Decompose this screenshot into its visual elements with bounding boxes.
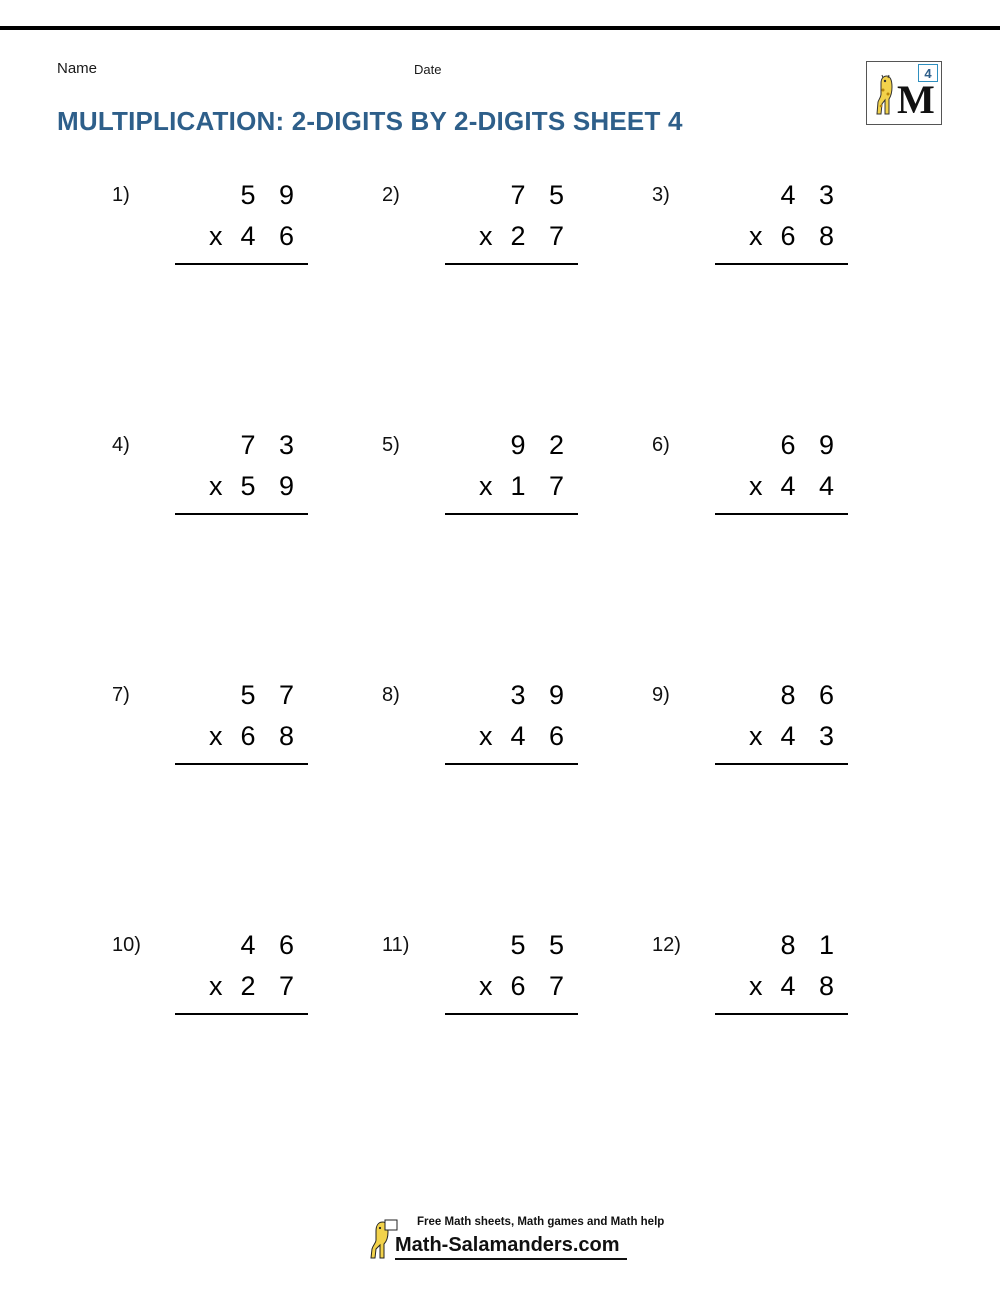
problem-number: 11) <box>382 934 410 956</box>
answer-rule <box>175 263 308 265</box>
operator-sign: x <box>208 471 231 501</box>
problem-number: 9) <box>652 684 670 706</box>
multiplier: 4 6 <box>240 221 302 251</box>
multiplier-line <box>164 969 308 1003</box>
problem-number: 4) <box>112 434 130 456</box>
multiplier-line <box>704 469 848 503</box>
footer-site: Math-Salamanders.com <box>395 1234 620 1256</box>
multiplier-line <box>434 469 578 503</box>
problem-2 <box>382 178 682 428</box>
problem-number: 8) <box>382 684 400 706</box>
answer-rule <box>715 513 848 515</box>
name-label: Name <box>57 60 98 77</box>
answer-rule <box>445 1013 578 1015</box>
logo-letter-m: M <box>897 77 935 122</box>
operator-sign: x <box>478 721 501 751</box>
multiplier-line <box>164 219 308 253</box>
answer-rule <box>175 763 308 765</box>
operator-sign: x <box>208 221 231 251</box>
problem-10 <box>112 928 412 1178</box>
problem-11 <box>382 928 682 1178</box>
multiplier: 1 7 <box>510 471 572 501</box>
answer-rule <box>175 513 308 515</box>
operator-sign: x <box>748 971 771 1001</box>
multiplicand: 4 3 <box>780 180 842 210</box>
multiplicand: 8 6 <box>780 680 842 710</box>
multiplicand: 6 9 <box>780 430 842 460</box>
multiplier: 2 7 <box>510 221 572 251</box>
multiplicand: 5 5 <box>510 930 572 960</box>
multiplier-line <box>164 469 308 503</box>
problem-number: 1) <box>112 184 130 206</box>
multiplier: 6 7 <box>510 971 572 1001</box>
multiplier-line <box>434 969 578 1003</box>
multiplicand: 7 5 <box>510 180 572 210</box>
multiplier-line <box>434 719 578 753</box>
operator-sign: x <box>478 971 501 1001</box>
problem-number: 7) <box>112 684 130 706</box>
footer-underline <box>395 1258 627 1260</box>
problem-3 <box>652 178 952 428</box>
page-footer <box>0 1216 1000 1279</box>
operator-sign: x <box>208 721 231 751</box>
multiplier: 6 8 <box>780 221 842 251</box>
operator-sign: x <box>208 971 231 1001</box>
operator-sign: x <box>748 471 771 501</box>
problem-number: 6) <box>652 434 670 456</box>
multiplier: 6 8 <box>240 721 302 751</box>
multiplicand: 4 6 <box>240 930 302 960</box>
multiplicand: 7 3 <box>240 430 302 460</box>
multiplier: 2 7 <box>240 971 302 1001</box>
multiplicand: 8 1 <box>780 930 842 960</box>
problem-5 <box>382 428 682 678</box>
date-label: Date <box>414 62 442 77</box>
answer-rule <box>445 263 578 265</box>
answer-rule <box>715 263 848 265</box>
multiplicand: 9 2 <box>510 430 572 460</box>
problem-6 <box>652 428 952 678</box>
page-title: MULTIPLICATION: 2-DIGITS BY 2-DIGITS SHEET 4 <box>57 106 683 136</box>
multiplier-line <box>434 219 578 253</box>
problem-9 <box>652 678 952 928</box>
operator-sign: x <box>478 221 501 251</box>
multiplier: 4 4 <box>780 471 842 501</box>
multiplier: 4 6 <box>510 721 572 751</box>
multiplicand: 5 7 <box>240 680 302 710</box>
giraffe-icon <box>365 1218 399 1262</box>
problem-8 <box>382 678 682 928</box>
multiplicand: 5 9 <box>240 180 302 210</box>
answer-rule <box>445 763 578 765</box>
problem-number: 10) <box>112 934 141 956</box>
operator-sign: x <box>478 471 501 501</box>
multiplier-line <box>704 219 848 253</box>
multiplicand: 3 9 <box>510 680 572 710</box>
grade-badge: 4 <box>918 64 938 82</box>
problem-number: 12) <box>652 934 681 956</box>
answer-rule <box>445 513 578 515</box>
answer-rule <box>715 1013 848 1015</box>
multiplier: 4 3 <box>780 721 842 751</box>
problem-number: 2) <box>382 184 400 206</box>
multiplier: 5 9 <box>240 471 302 501</box>
multiplier: 4 8 <box>780 971 842 1001</box>
operator-sign: x <box>748 221 771 251</box>
answer-rule <box>175 1013 308 1015</box>
footer-tagline: Free Math sheets, Math games and Math help <box>417 1216 665 1228</box>
answer-rule <box>715 763 848 765</box>
multiplier-line <box>704 969 848 1003</box>
problem-4 <box>112 428 412 678</box>
multiplier-line <box>164 719 308 753</box>
problem-12 <box>652 928 952 1178</box>
problem-number: 5) <box>382 434 400 456</box>
multiplier-line <box>704 719 848 753</box>
operator-sign: x <box>748 721 771 751</box>
problem-number: 3) <box>652 184 670 206</box>
problem-7 <box>112 678 412 928</box>
problem-1 <box>112 178 412 428</box>
